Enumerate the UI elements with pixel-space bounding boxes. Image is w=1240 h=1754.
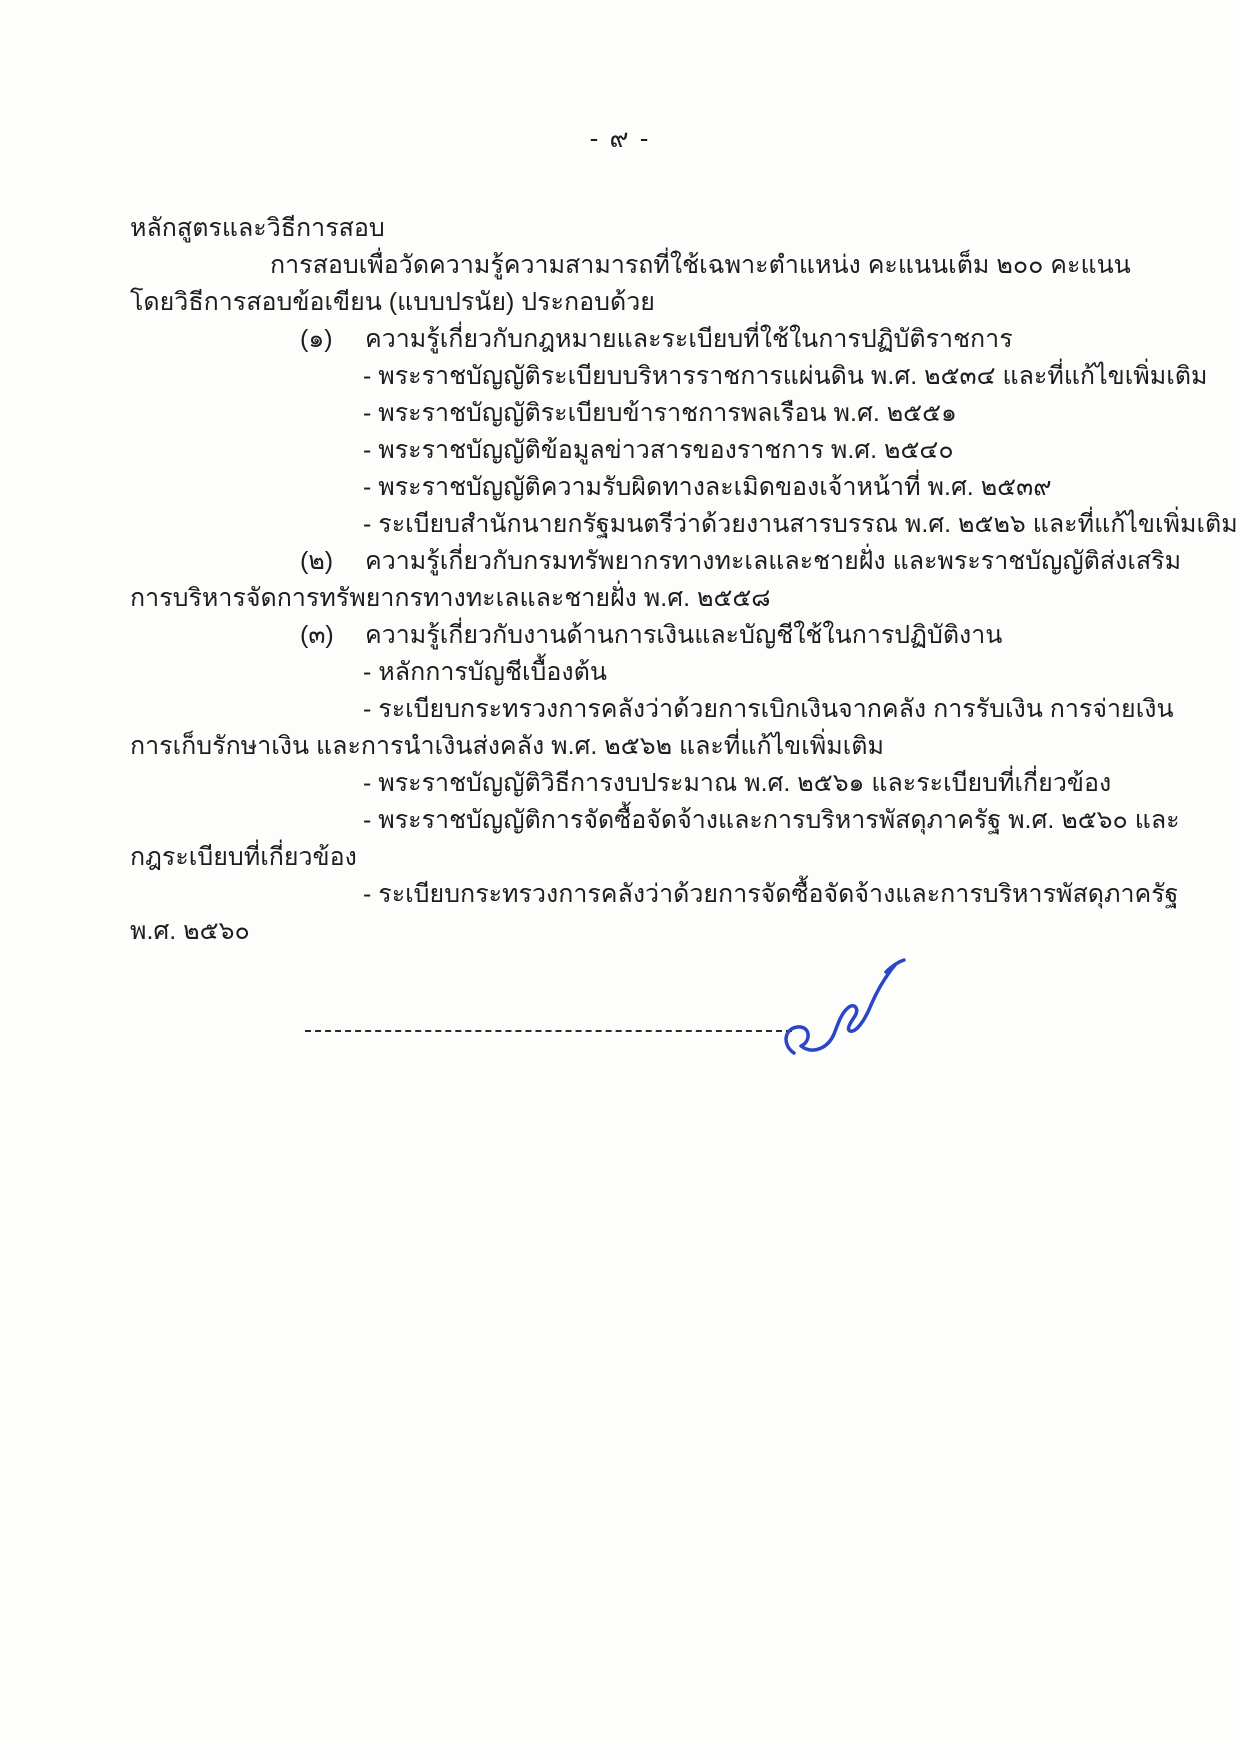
bullet-line: - ระเบียบกระทรวงการคลังว่าด้วยการจัดซื้อจัดจ้างและการบริหารพัสดุภาครัฐ xyxy=(363,880,1179,908)
numbered-item-1 xyxy=(130,321,1130,358)
item-marker: (๓) xyxy=(300,621,334,649)
bullet-line: - ระเบียบกระทรวงการคลังว่าด้วยการเบิกเงินจากคลัง การรับเงิน การจ่ายเงิน xyxy=(363,695,1174,723)
bullet-line: - พระราชบัญญัติความรับผิดทางละเมิดของเจ้าหน้าที่ พ.ศ. ๒๕๓๙ xyxy=(363,473,1052,501)
page-number: - ๙ - xyxy=(589,123,651,153)
doc-line: การเก็บรักษาเงิน และการนำเงินส่งคลัง พ.ศ. ๒๕๖๒ และที่แก้ไขเพิ่มเติม xyxy=(130,732,885,760)
item-marker: (๑) xyxy=(300,325,333,353)
item-text: ความรู้เกี่ยวกับกฎหมายและระเบียบที่ใช้ในการปฏิบัติราชการ xyxy=(365,325,1013,353)
doc-line: โดยวิธีการสอบข้อเขียน (แบบปรนัย) ประกอบด้วย xyxy=(130,288,655,316)
bullet-line: - พระราชบัญญัติระเบียบข้าราชการพลเรือน พ.ศ. ๒๕๕๑ xyxy=(363,399,957,427)
bullet-line: - หลักการบัญชีเบื้องต้น xyxy=(363,658,607,686)
section-heading: หลักสูตรและวิธีการสอบ xyxy=(130,214,385,242)
doc-line: กฎระเบียบที่เกี่ยวข้อง xyxy=(130,843,357,871)
numbered-item-2 xyxy=(130,543,1182,580)
item-text: ความรู้เกี่ยวกับกรมทรัพยากรทางทะเลและชายฝั่ง และพระราชบัญญัติส่งเสริม xyxy=(365,547,1182,575)
doc-line: การบริหารจัดการทรัพยากรทางทะเลและชายฝั่ง พ.ศ. ๒๕๕๘ xyxy=(130,584,771,612)
document-body xyxy=(130,210,1238,950)
dashed-separator-line xyxy=(305,1030,792,1032)
handwritten-signature xyxy=(778,955,908,1070)
bullet-line: - พระราชบัญญัติการจัดซื้อจัดจ้างและการบริหารพัสดุภาครัฐ พ.ศ. ๒๕๖๐ และ xyxy=(363,806,1180,834)
bullet-line: - พระราชบัญญัติข้อมูลข่าวสารของราชการ พ.ศ. ๒๕๔๐ xyxy=(363,436,954,464)
item-marker: (๒) xyxy=(300,547,334,575)
signature-scribble xyxy=(786,960,904,1053)
bullet-line: - พระราชบัญญัติระเบียบบริหารราชการแผ่นดิน พ.ศ. ๒๕๓๔ และที่แก้ไขเพิ่มเติม xyxy=(363,362,1208,390)
bullet-line: - ระเบียบสำนักนายกรัฐมนตรีว่าด้วยงานสารบรรณ พ.ศ. ๒๕๒๖ และที่แก้ไขเพิ่มเติม xyxy=(363,510,1238,538)
doc-line: การสอบเพื่อวัดความรู้ความสามารถที่ใช้เฉพาะตำแหน่ง คะแนนเต็ม ๒๐๐ คะแนน xyxy=(270,251,1131,279)
doc-line: พ.ศ. ๒๕๖๐ xyxy=(130,917,250,945)
bullet-line: - พระราชบัญญัติวิธีการงบประมาณ พ.ศ. ๒๕๖๑ และระเบียบที่เกี่ยวข้อง xyxy=(363,769,1112,797)
numbered-item-3 xyxy=(130,617,1130,654)
item-text: ความรู้เกี่ยวกับงานด้านการเงินและบัญชีใช้ในการปฏิบัติงาน xyxy=(365,621,1003,649)
